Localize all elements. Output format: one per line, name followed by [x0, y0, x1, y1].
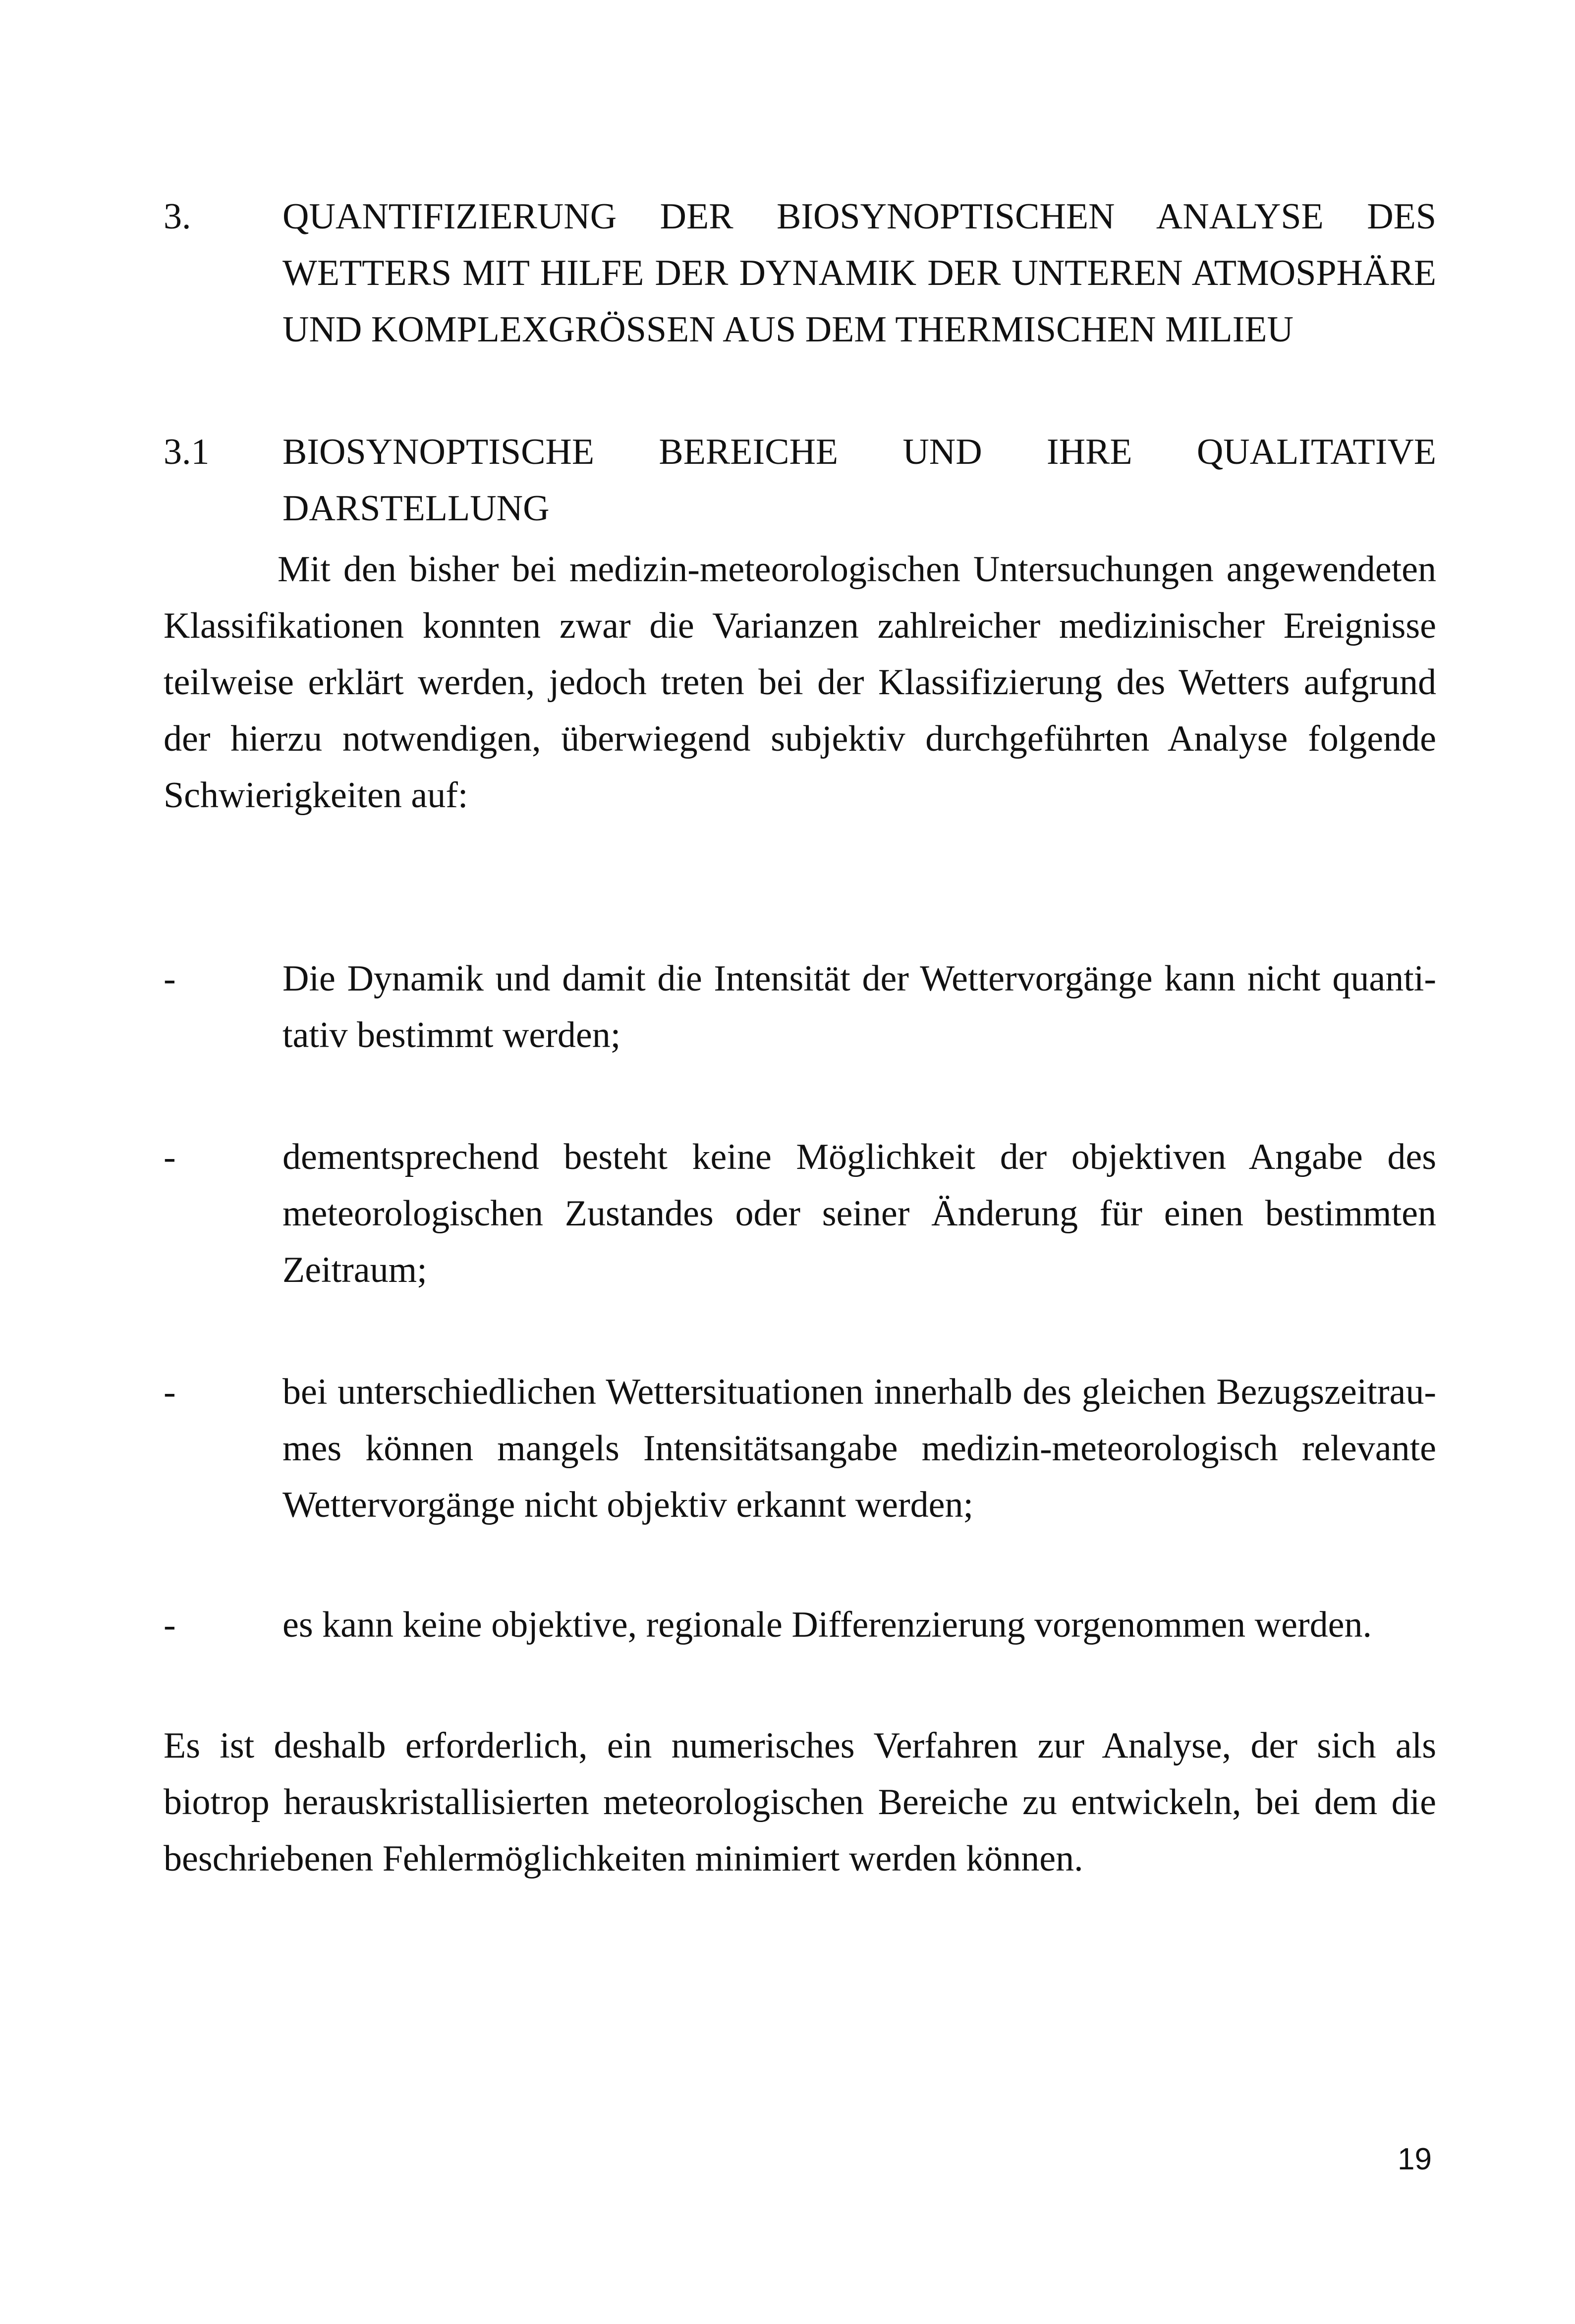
- list-marker: -: [164, 1372, 176, 1412]
- section-heading-3-1: [164, 424, 1436, 529]
- list-marker: -: [164, 958, 176, 999]
- subsection-number: 3.1: [164, 432, 210, 472]
- list-item-text: Die Dynamik und damit die Intensität der Wettervorgänge kann nicht quantitativ bestimmt werden;: [282, 958, 1436, 1055]
- intro-paragraph: Mit den bisher bei medizin-meteorologischen Untersuchungen angewendeten Klassifikationen konnten zwar die Varianzen zahlreicher medizinischer Ereignisse teilweise erklärt werden, jedoch treten bei der Klassifizierung des Wetters aufgrund der hierzu notwendigen, überwiegend subjektiv durchgeführten Analyse folgende Schwierigkeiten auf:: [164, 549, 1436, 816]
- section-heading-3: [164, 188, 1436, 367]
- conclusion-paragraph: Es ist deshalb erforderlich, ein numerisches Verfahren zur Analyse, der sich als biotrop herauskristallisierten meteorologischen Bereiche zu entwickeln, bei dem die beschriebenen Fehlermöglichkeiten minimiert werden können.: [164, 1725, 1436, 1879]
- list-marker: -: [164, 1605, 176, 1645]
- section-number: 3.: [164, 196, 191, 237]
- page-number: 19: [1398, 2142, 1432, 2176]
- section-title: QUANTIFIZIERUNG DER BIOSYNOPTISCHEN ANALYSE DES WETTERS MIT HILFE DER DYNAMIK DER UNTEREN ATMOSPHÄRE UND KOMPLEXGRÖSSEN AUS DEM THERMISCHEN MILIEU: [282, 196, 1436, 350]
- list-item-text: bei unterschiedlichen Wettersituationen innerhalb des gleichen Bezugszeitraumes können mangels Intensitätsangabe medizin-meteorologisch relevante Wettervorgänge nicht objektiv erkannt werden;: [282, 1372, 1436, 1525]
- subsection-title: BIOSYNOPTISCHE BEREICHE UND IHRE QUALITATIVE DARSTELLUNG: [282, 432, 1436, 529]
- list-marker: -: [164, 1137, 176, 1177]
- list-item-text: dementsprechend besteht keine Möglichkeit der objektiven Angabe des meteorologischen Zustandes oder seiner Änderung für einen bestimmten Zeitraum;: [282, 1137, 1436, 1290]
- list-item-text: es kann keine objektive, regionale Differenzierung vorgenommen werden.: [282, 1605, 1372, 1645]
